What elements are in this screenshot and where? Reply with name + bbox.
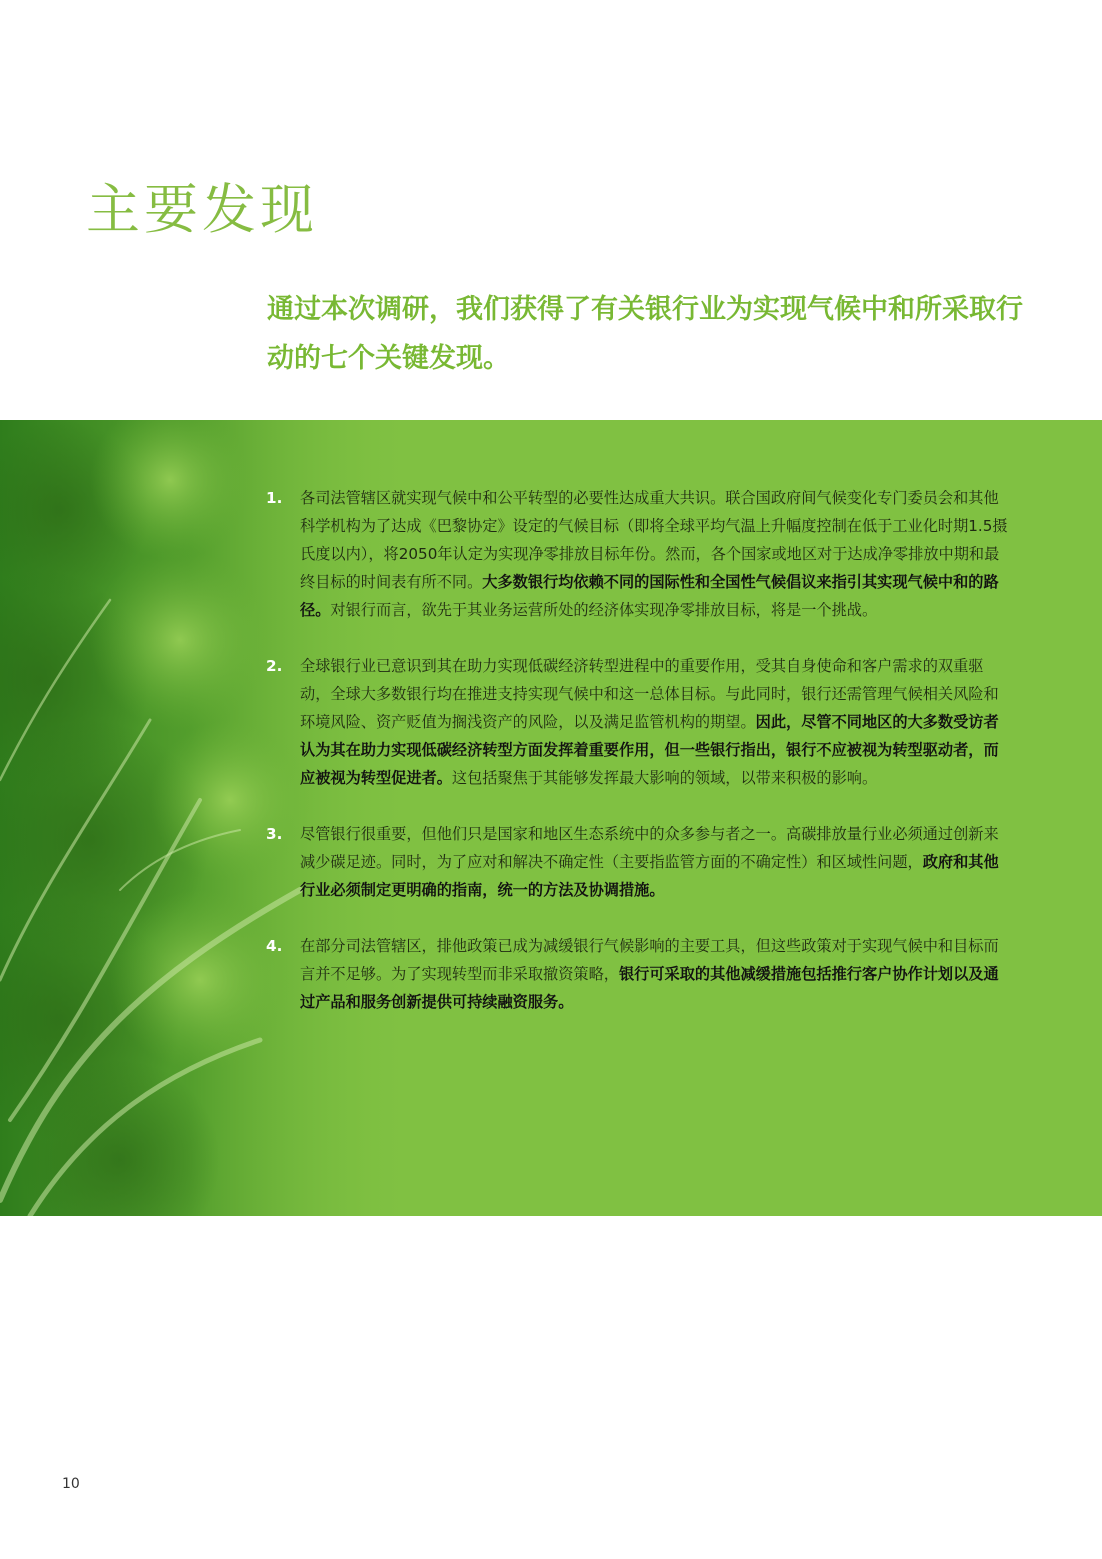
finding-item <box>266 652 1012 792</box>
finding-item <box>266 820 1012 904</box>
finding-highlight: 大多数银行均依赖不同的国际性和全国性气候倡议来指引其实现气候中和的路径。 <box>300 573 999 619</box>
finding-text: 各司法管辖区就实现气候中和公平转型的必要性达成重大共识。联合国政府间气候变化专门委员会和其他科学机构为了达成《巴黎协定》设定的气候目标（即将全球平均气温上升幅度控制在低于工业化时期1.5摄氏度以内），将2050年认定为实现净零排放目标年份。然而，各个国家或地区对于达成净零排放中期和最终目标的时间表有所不同。 <box>300 489 1008 591</box>
finding-number: 1. <box>266 489 283 507</box>
finding-item <box>266 932 1012 1016</box>
findings-banner <box>0 420 1102 1216</box>
page-number: 10 <box>62 1476 80 1492</box>
finding-text: 在部分司法管辖区，排他政策已成为减缓银行气候影响的主要工具，但这些政策对于实现气候中和目标而言并不足够。为了实现转型而非采取撤资策略， <box>300 937 999 983</box>
finding-number: 4. <box>266 937 283 955</box>
finding-text: 这包括聚焦于其能够发挥最大影响的领域，以带来积极的影响。 <box>451 769 878 787</box>
finding-highlight: 因此，尽管不同地区的大多数受访者认为其在助力实现低碳经济转型方面发挥着重要作用，但一些银行指出，银行不应被视为转型驱动者，而应被视为转型促进者。 <box>300 713 999 787</box>
finding-item <box>266 484 1012 624</box>
finding-text: 尽管银行很重要，但他们只是国家和地区生态系统中的众多参与者之一。高碳排放量行业必须通过创新来减少碳足迹。同时，为了应对和解决不确定性（主要指监管方面的不确定性）和区域性问题， <box>300 825 999 871</box>
findings-list <box>266 484 1012 1044</box>
page-subtitle: 通过本次调研，我们获得了有关银行业为实现气候中和所采取行动的七个关键发现。 <box>267 294 1023 374</box>
finding-text: 对银行而言，欲先于其业务运营所处的经济体实现净零排放目标，将是一个挑战。 <box>330 601 878 619</box>
finding-highlight: 政府和其他行业必须制定更明确的指南，统一的方法及协调措施。 <box>300 853 999 899</box>
finding-number: 2. <box>266 657 283 675</box>
finding-number: 3. <box>266 825 283 843</box>
finding-text: 全球银行业已意识到其在助力实现低碳经济转型进程中的重要作用，受其自身使命和客户需求的双重驱动，全球大多数银行均在推进支持实现气候中和这一总体目标。与此同时，银行还需管理气候相关风险和环境风险、资产贬值为搁浅资产的风险，以及满足监管机构的期望。 <box>300 657 999 731</box>
finding-highlight: 银行可采取的其他减缓措施包括推行客户协作计划以及通过产品和服务创新提供可持续融资服务。 <box>300 965 999 1011</box>
page-title: 主要发现 <box>86 178 318 241</box>
